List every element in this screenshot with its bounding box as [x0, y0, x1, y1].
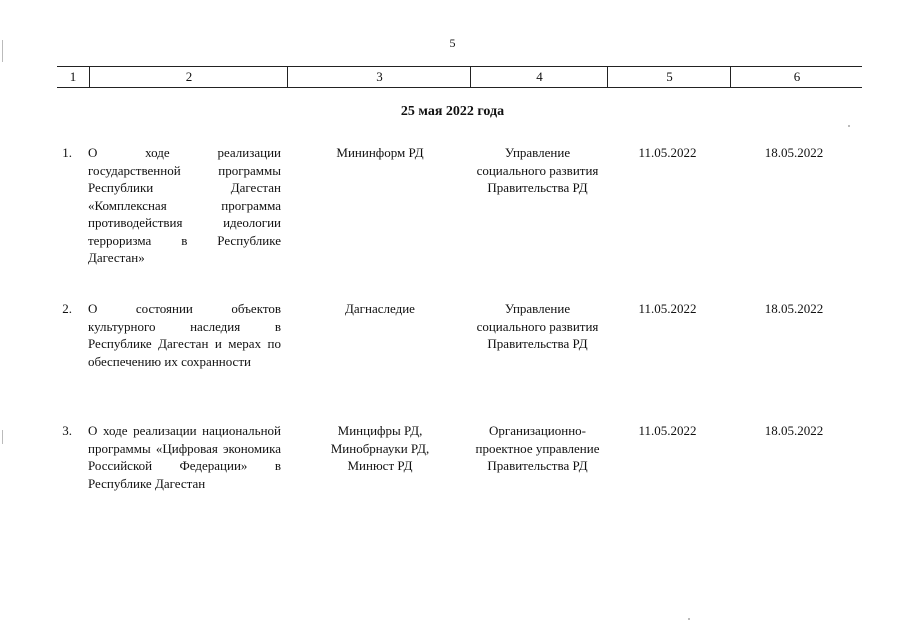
column-number-2: 2 — [89, 67, 288, 87]
row-responsible: Мининформ РД — [336, 145, 424, 160]
row-number: 2. — [62, 301, 72, 316]
row-responsible: Дагнаследие — [345, 301, 415, 316]
page-number: 5 — [449, 36, 456, 50]
scan-speck — [688, 618, 690, 620]
column-number-1: 1 — [69, 69, 77, 84]
row-date-1: 11.05.2022 — [638, 301, 697, 316]
row-topic: О ходе реализации национальной программы «Цифровая экономика Российской Федерации» в Республике Дагестан — [88, 423, 281, 491]
column-number-4: 4 — [470, 67, 608, 87]
column-number-header — [57, 66, 862, 88]
row-date-1: 11.05.2022 — [638, 145, 697, 160]
column-number-5: 5 — [607, 67, 731, 87]
row-responsible: Минцифры РД, Минобрнауки РД, Минюст РД — [330, 423, 430, 473]
scan-edge-mark — [2, 40, 3, 62]
row-topic: О ходе реализации государственной программы Республики Дагестан «Комплексная программа противодействия идеологии терроризма в Республике Дагестан» — [88, 145, 281, 265]
row-date-2: 18.05.2022 — [764, 423, 824, 438]
row-number: 1. — [62, 145, 72, 160]
row-number: 3. — [62, 423, 72, 438]
section-date-heading: 25 мая 2022 года — [400, 104, 505, 119]
scan-speck — [848, 125, 850, 127]
row-executor: Управление социального развития Правительства РД — [476, 145, 599, 195]
column-number-3: 3 — [287, 67, 471, 87]
row-date-2: 18.05.2022 — [764, 301, 824, 316]
row-topic: О состоянии объектов культурного наследия в Республике Дагестан и мерах по обеспечению их сохранности — [88, 301, 281, 369]
row-executor: Управление социального развития Правительства РД — [476, 301, 599, 351]
row-date-1: 11.05.2022 — [638, 423, 697, 438]
scan-edge-mark — [2, 430, 3, 444]
row-executor: Организационно-проектное управление Правительства РД — [475, 423, 600, 473]
row-date-2: 18.05.2022 — [764, 145, 824, 160]
column-number-6: 6 — [730, 67, 863, 87]
